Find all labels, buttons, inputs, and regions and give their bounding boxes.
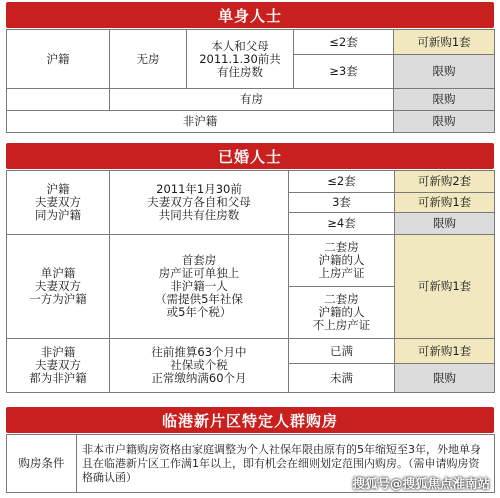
- single-parents-condition-cell: 本人和父母 2011.1.30前共 有住房数: [187, 30, 294, 89]
- single-has-house-limited-cell: 限购: [394, 89, 495, 111]
- lingang-section-header: [6, 407, 494, 433]
- single-empty-cell: [7, 89, 110, 111]
- married-section-header: [6, 143, 494, 169]
- married-first-house-cell: 首套房 房产证可单独上 非沪籍一人 （需提供5年社保 或5年个税）: [110, 235, 289, 339]
- lingang-condition-text: 非本市户籍购房资格由家庭调整为个人社保年限由原有的5年缩短至3年，外地单身且在临港新片区工作满1年以上，即有机会在细则划定范围内购房。（需申请购房资格确认函）: [77, 435, 495, 493]
- single-section-title: 单身人士: [217, 6, 282, 25]
- single-can-buy-1-cell: 可新购1套: [394, 30, 495, 55]
- married-three-can-buy-1-cell: 可新购1套: [395, 193, 495, 213]
- single-section-table: [6, 29, 494, 133]
- single-section-header: [6, 2, 494, 28]
- lingang-condition-label: 购房条件: [7, 435, 77, 493]
- married-second-on-cell: 二套房 沪籍的人 上房产证: [289, 235, 395, 287]
- married-both-hu-cell: 沪籍 夫妻双方 同为沪籍: [7, 171, 110, 235]
- single-non-hu-limited-cell: 限购: [394, 111, 495, 133]
- single-no-house-cell: 无房: [110, 30, 187, 89]
- lingang-section-title: 临港新片区特定人群购房: [161, 411, 338, 430]
- married-met-can-buy-1-cell: 可新购1套: [395, 339, 495, 364]
- married-second-off-cell: 二套房 沪籍的人 不上房产证: [289, 287, 395, 339]
- married-single-hu-can-buy-1-cell: 可新购1套: [395, 235, 495, 339]
- married-can-buy-2-cell: 可新购2套: [395, 171, 495, 193]
- married-not-met-limited-cell: 限购: [395, 364, 495, 393]
- single-non-hu-cell: 非沪籍: [7, 111, 394, 133]
- married-single-hu-cell: 单沪籍 夫妻双方 一方为沪籍: [7, 235, 110, 339]
- married-ge4-cell: ≥4套: [289, 213, 395, 235]
- single-hu-cell: 沪籍: [7, 30, 110, 89]
- married-met-cell: 已满: [289, 339, 395, 364]
- married-three-cell: 3套: [289, 193, 395, 213]
- married-section-table: [6, 170, 494, 393]
- married-le2-cell: ≤2套: [289, 171, 395, 193]
- married-section-title: 已婚人士: [217, 147, 282, 166]
- married-months-condition-cell: 往前推算63个月中 社保或个税 正常缴纳满60个月: [110, 339, 289, 393]
- married-not-met-cell: 未满: [289, 364, 395, 393]
- married-ge4-limited-cell: 限购: [395, 213, 495, 235]
- single-ge3-cell: ≥3套: [294, 55, 394, 89]
- single-limited-cell: 限购: [394, 55, 495, 89]
- married-non-hu-cell: 非沪籍 夫妻双方 都为非沪籍: [7, 339, 110, 393]
- married-both-condition-cell: 2011年1月30前 夫妻双方各自和父母 共同共有住房数: [110, 171, 289, 235]
- single-le2-cell: ≤2套: [294, 30, 394, 55]
- watermark: 搜狐号@搜狐焦点淮南站: [352, 476, 490, 491]
- single-has-house-cell: 有房: [110, 89, 394, 111]
